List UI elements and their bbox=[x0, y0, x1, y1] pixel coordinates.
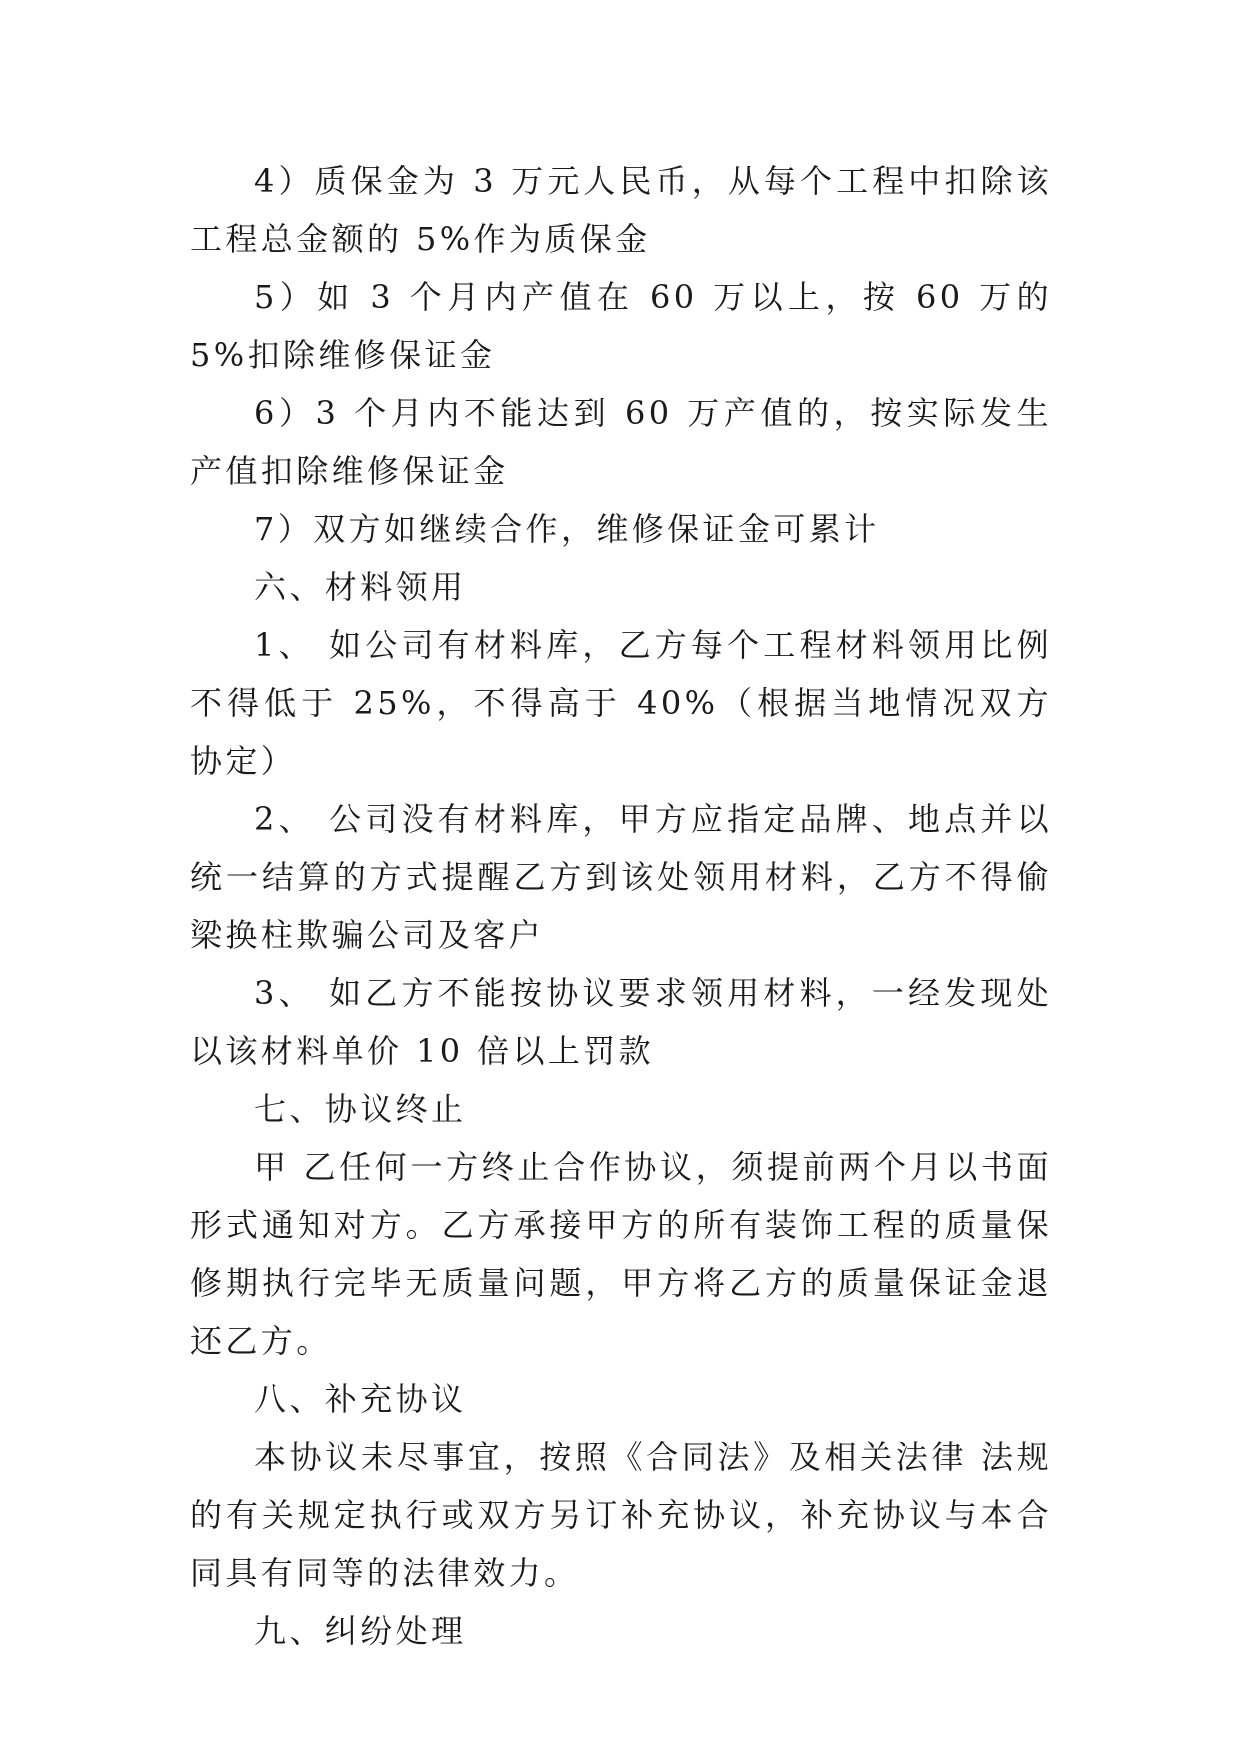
materials-item-1: 1、 如公司有材料库，乙方每个工程材料领用比例不得低于 25%，不得高于 40%（根据当地情况双方协定） bbox=[190, 626, 1052, 780]
clause-repair-deposit-under-600k: 6）3 个月内不能达到 60 万产值的，按实际发生产值扣除维修保证金 bbox=[190, 394, 1052, 490]
section-heading-termination: 七、协议终止 bbox=[254, 1090, 467, 1128]
termination-text: 甲 乙任何一方终止合作协议，须提前两个月以书面形式通知对方。乙方承接甲方的所有装饰工程的质量保修期执行完毕无质量问题，甲方将乙方的质量保证金退还乙方。 bbox=[190, 1148, 1052, 1360]
supplementary-text: 本协议未尽事宜，按照《合同法》及相关法律 法规的有关规定执行或双方另订补充协议，补充协议与本合同具有同等的法律效力。 bbox=[190, 1438, 1052, 1592]
section-heading-disputes: 九、纠纷处理 bbox=[254, 1612, 467, 1650]
materials-item-3: 3、 如乙方不能按协议要求领用材料，一经发现处以该材料单价 10 倍以上罚款 bbox=[190, 974, 1052, 1070]
clause-repair-deposit-over-600k: 5）如 3 个月内产值在 60 万以上，按 60 万的 5%扣除维修保证金 bbox=[190, 278, 1052, 374]
section-heading-supplementary: 八、补充协议 bbox=[254, 1380, 467, 1418]
clause-deposit-cumulative: 7）双方如继续合作，维修保证金可累计 bbox=[254, 510, 880, 548]
clause-warranty-deposit: 4）质保金为 3 万元人民币，从每个工程中扣除该工程总金额的 5%作为质保金 bbox=[190, 162, 1052, 258]
materials-item-2: 2、 公司没有材料库，甲方应指定品牌、地点并以统一结算的方式提醒乙方到该处领用材料，乙方不得偷梁换柱欺骗公司及客户 bbox=[190, 800, 1052, 954]
section-heading-materials: 六、材料领用 bbox=[254, 568, 467, 606]
document-body bbox=[190, 152, 1052, 1660]
